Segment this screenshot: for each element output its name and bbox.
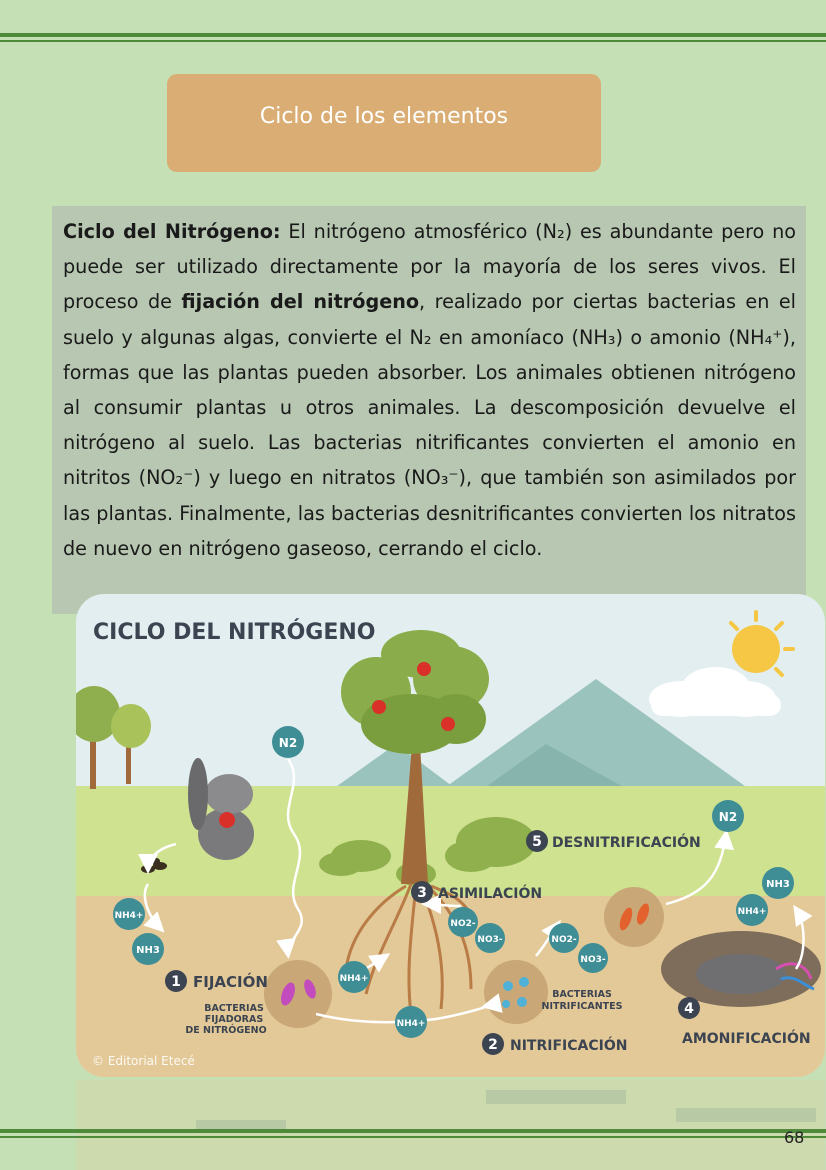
nitrifying-bacteria-icon — [484, 960, 548, 1024]
no2-text-b: NO2- — [551, 935, 577, 945]
fixing-bacteria-icon — [264, 960, 332, 1028]
step-2-number: 2 — [488, 1037, 498, 1053]
diagram-reflection — [76, 1080, 825, 1170]
no2-bubble-b — [549, 923, 579, 953]
section-title-box — [167, 74, 601, 172]
section-title: Ciclo de los elementos — [259, 103, 509, 129]
step-2-sub-1: BACTERIAS — [552, 989, 612, 1000]
nh4-text-mid: NH4+ — [339, 974, 369, 984]
page-number: 68 — [784, 1128, 805, 1147]
step-1-sub-1: BACTERIAS — [204, 1003, 264, 1014]
paragraph-part-1: El nitrógeno atmosférico (N₂) es abundante pero no puede ser utilizado directamente por la mayoría de los seres vivos. El proceso de — [63, 220, 796, 314]
step-1-sub-2: FIJADORAS — [204, 1014, 264, 1025]
nh4-text-left: NH4+ — [114, 911, 144, 921]
top-rule-thick — [0, 33, 826, 37]
step-2-sub-2: NITRIFICANTES — [541, 1001, 623, 1012]
nh3-bubble-right — [762, 867, 794, 899]
top-rule-thin — [0, 40, 826, 42]
paragraph-heading: Ciclo del Nitrógeno: — [63, 220, 281, 243]
nh3-text-right: NH3 — [766, 879, 790, 890]
nh3-bubble-left — [132, 933, 164, 965]
step-1-label: FIJACIÓN — [193, 973, 268, 991]
n2-text-right: N2 — [718, 810, 738, 824]
nitrogen-paragraph — [63, 214, 796, 566]
step-3-number: 3 — [417, 885, 427, 901]
no2-bubble-a — [448, 907, 478, 937]
nh4-text-bottom: NH4+ — [396, 1019, 426, 1029]
diagram-title: CICLO DEL NITRÓGENO — [93, 620, 376, 645]
no3-text-a: NO3- — [477, 935, 503, 945]
nh4-bubble-right — [736, 894, 768, 926]
nh4-bubble-bottom — [395, 1006, 427, 1038]
n2-text-top: N2 — [278, 736, 298, 750]
no3-text-b: NO3- — [580, 955, 606, 965]
nh4-bubble-mid — [338, 961, 370, 993]
nh3-text-left: NH3 — [136, 945, 160, 956]
bottom-rule-thick — [0, 1129, 826, 1133]
no3-bubble-a — [475, 923, 505, 953]
no2-text-a: NO2- — [450, 919, 476, 929]
denitrifying-bacteria-icon — [604, 887, 664, 947]
step-2-label: NITRIFICACIÓN — [510, 1038, 628, 1054]
n2-bubble-right — [712, 800, 744, 832]
step-5-label: DESNITRIFICACIÓN — [552, 835, 701, 851]
paragraph-bold-term: fijación del nitrógeno — [181, 290, 420, 314]
nitrogen-text-box — [52, 206, 806, 614]
paragraph-part-2: , realizado por ciertas bacterias en el suelo y algunas algas, convierte el N₂ en amoníaco (NH₃) o amonio (NH₄⁺), formas que las plantas pueden absorber. Los animales obtienen nitrógeno al consumir plantas u otros animales. La descomposición devuelve el nitrógeno al suelo. Las bacterias nitrificantes convierten el amonio en nitritos (NO₂⁻) y luego en nitratos (NO₃⁻), que también son asimilados por las plantas. Finalmente, las bacterias desnitrificantes convierten los nitratos de nuevo en nitrógeno gaseoso, cerrando el ciclo. — [63, 290, 796, 560]
no3-bubble-b — [578, 943, 608, 973]
n2-bubble-top — [272, 726, 304, 758]
bottom-rule-thin — [0, 1136, 826, 1138]
step-1-sub-3: DE NITRÓGENO — [185, 1025, 267, 1036]
step-4-label: AMONIFICACIÓN — [682, 1031, 811, 1047]
step-1-number: 1 — [171, 974, 181, 990]
step-4-number: 4 — [684, 1001, 694, 1017]
diagram-credit: © Editorial Etecé — [92, 1054, 195, 1068]
step-3-label: ASIMILACIÓN — [438, 886, 543, 902]
nh4-text-right: NH4+ — [737, 907, 767, 917]
step-5-number: 5 — [532, 834, 542, 850]
nitrogen-cycle-diagram — [76, 594, 825, 1077]
nh4-bubble-left — [113, 898, 145, 930]
